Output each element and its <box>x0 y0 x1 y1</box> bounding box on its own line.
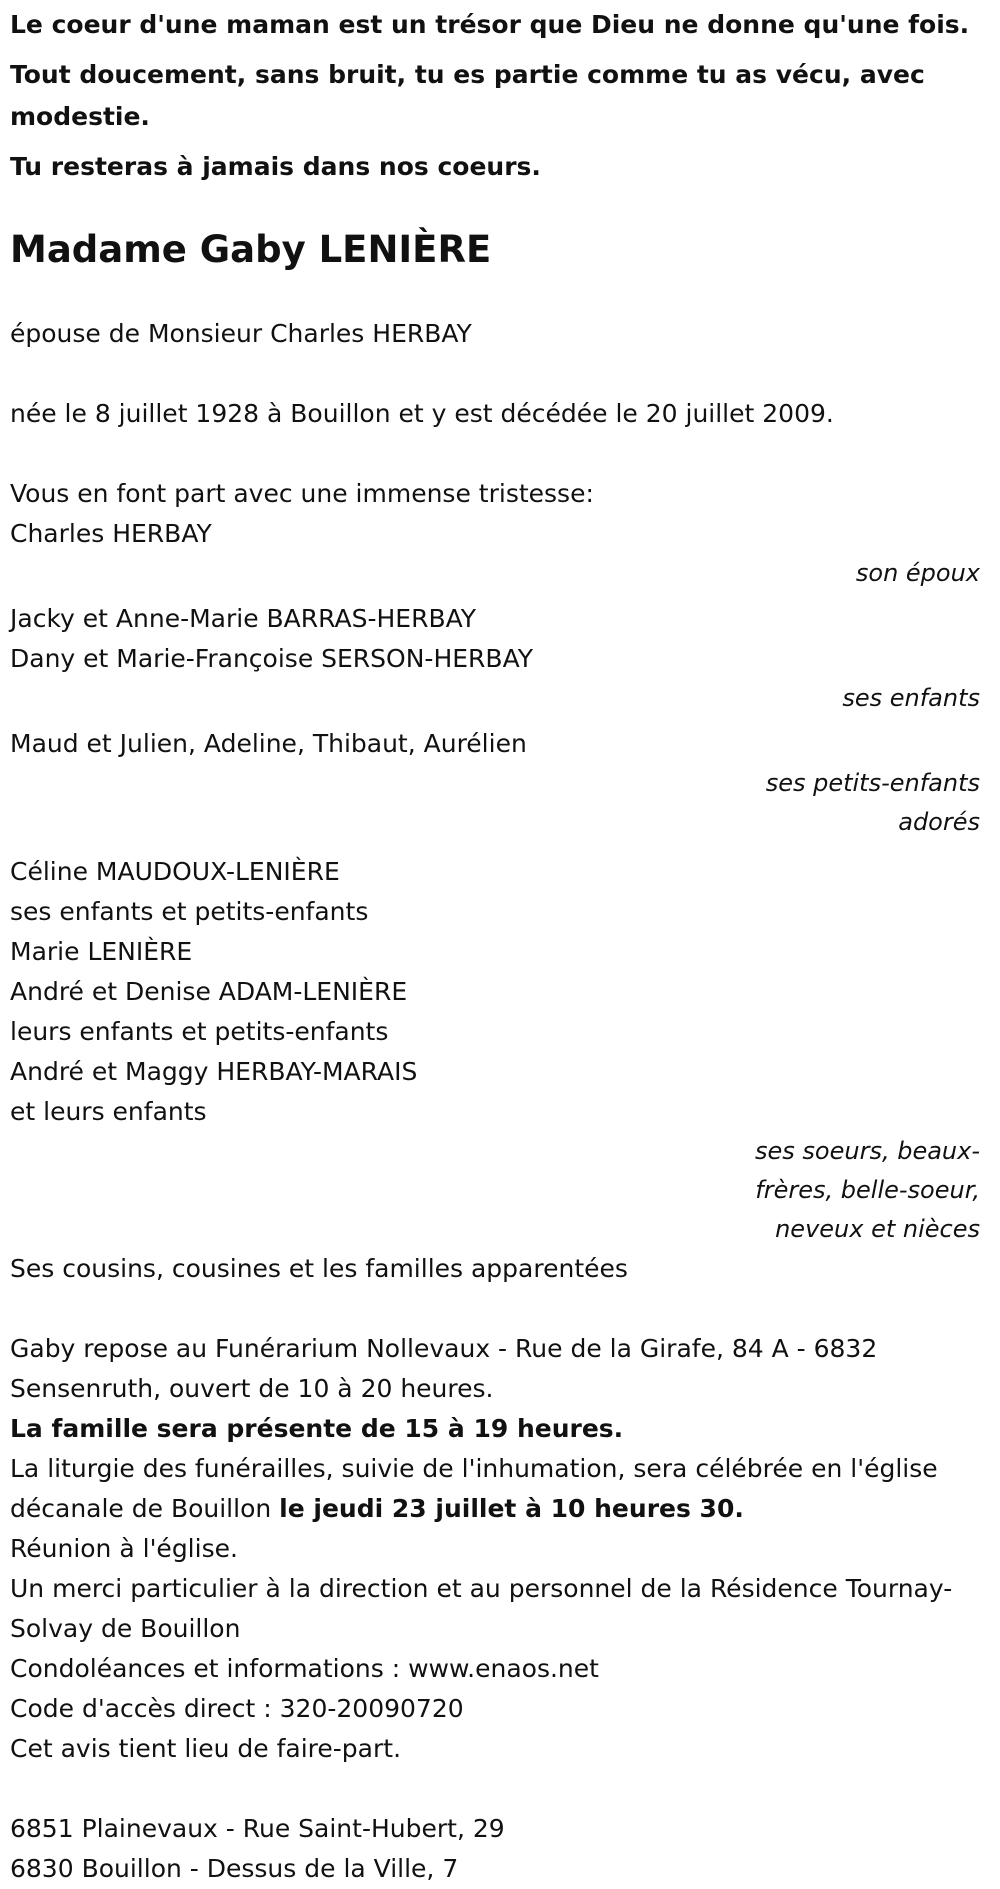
condolences-line: Condoléances et informations : www.enaos.net <box>10 1654 599 1683</box>
liturgy-text: La liturgie des funérailles, suivie de l'inhumation, sera célébrée en l'église décanale de Bouillon <box>10 1454 938 1523</box>
announcement: Vous en font part avec une immense tristesse: <box>10 479 594 508</box>
dates-line: née le 8 juillet 1928 à Bouillon et y est décédée le 20 juillet 2009. <box>10 399 834 428</box>
family-role: neveux et nièces <box>775 1215 980 1243</box>
family-name: et leurs enfants <box>10 1097 207 1126</box>
family-role: adorés <box>898 808 980 836</box>
funeral-details <box>10 1329 990 1769</box>
family-name: Charles HERBAY <box>10 519 212 548</box>
address-line: 6830 Bouillon - Dessus de la Ville, 7 <box>10 1854 459 1883</box>
family-role: ses enfants <box>842 684 980 712</box>
intro-line-2: Tout doucement, sans bruit, tu es partie comme tu as vécu, avec modestie. <box>10 60 925 131</box>
spouse-line: épouse de Monsieur Charles HERBAY <box>10 319 472 348</box>
intro-quotes <box>10 4 990 188</box>
family-role: son époux <box>855 559 980 587</box>
family-name: Dany et Marie-Françoise SERSON-HERBAY <box>10 644 533 673</box>
family-name: Céline MAUDOUX-LENIÈRE <box>10 857 340 886</box>
family-name: ses enfants et petits-enfants <box>10 897 369 926</box>
family-name: Jacky et Anne-Marie BARRAS-HERBAY <box>10 604 477 633</box>
family-role: ses petits-enfants <box>765 769 980 797</box>
family-present-line: La famille sera présente de 15 à 19 heures. <box>10 1414 624 1443</box>
cousins-line: Ses cousins, cousines et les familles apparentées <box>10 1254 628 1283</box>
family-name: Maud et Julien, Adeline, Thibaut, Aurélien <box>10 729 527 758</box>
intro-line-1: Le coeur d'une maman est un trésor que Dieu ne donne qu'une fois. <box>10 10 970 39</box>
access-code-line: Code d'accès direct : 320-20090720 <box>10 1694 464 1723</box>
family-group-grandchildren <box>10 724 990 842</box>
thanks-line: Un merci particulier à la direction et au personnel de la Résidence Tournay-Solvay de Bouillon <box>10 1574 953 1643</box>
deceased-name: Madame Gaby LENIÈRE <box>10 228 492 271</box>
liturgy-line <box>10 1449 990 1529</box>
family-group-children <box>10 599 990 718</box>
family-name: Marie LENIÈRE <box>10 937 193 966</box>
notice-line: Cet avis tient lieu de faire-part. <box>10 1734 402 1763</box>
family-role: ses soeurs, beaux- <box>755 1137 980 1165</box>
family-group-siblings <box>10 852 990 1249</box>
meeting-line: Réunion à l'église. <box>10 1534 238 1563</box>
obituary-notice <box>0 4 1000 1889</box>
addresses <box>10 1809 990 1889</box>
intro-line-3: Tu resteras à jamais dans nos coeurs. <box>10 152 541 181</box>
repose-line: Gaby repose au Funérarium Nollevaux - Rue de la Girafe, 84 A - 6832 Sensenruth, ouvert de 10 à 20 heures. <box>10 1334 878 1403</box>
family-name: leurs enfants et petits-enfants <box>10 1017 389 1046</box>
family-group-spouse <box>10 514 990 593</box>
address-line: 6851 Plainevaux - Rue Saint-Hubert, 29 <box>10 1814 505 1843</box>
liturgy-date: le jeudi 23 juillet à 10 heures 30. <box>279 1494 744 1523</box>
family-role: frères, belle-soeur, <box>755 1176 980 1204</box>
family-name: André et Maggy HERBAY-MARAIS <box>10 1057 418 1086</box>
family-name: André et Denise ADAM-LENIÈRE <box>10 977 408 1006</box>
